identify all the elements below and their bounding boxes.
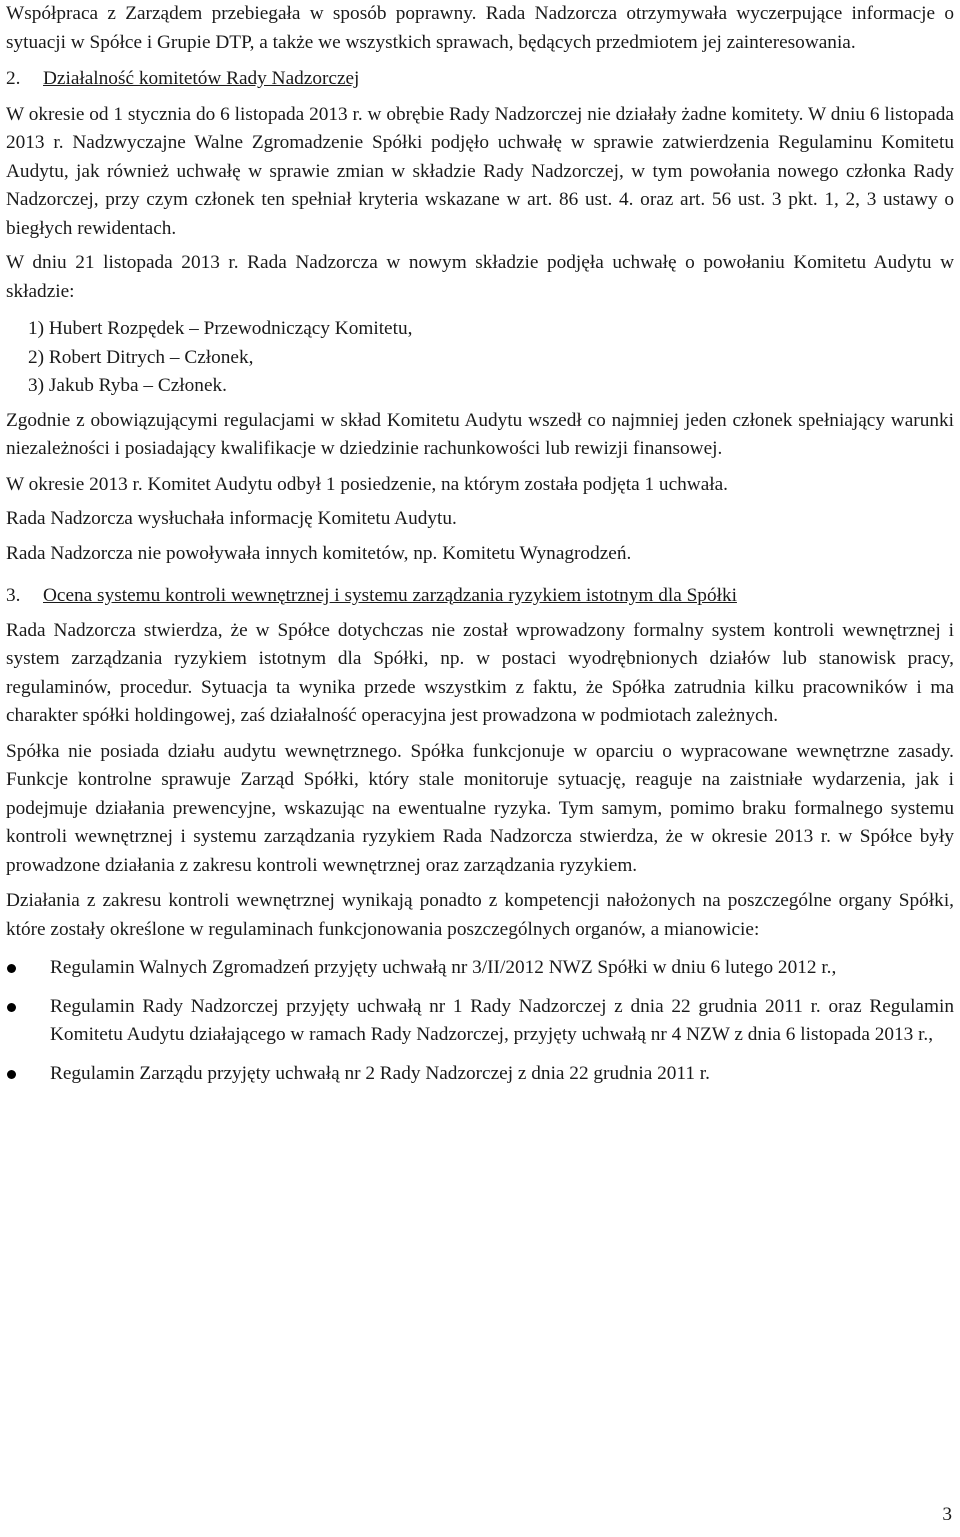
section-2-paragraph-6: Rada Nadzorcza nie powoływała innych komitetów, np. Komitetu Wynagrodzeń. xyxy=(6,542,632,564)
section-3-title: Ocena systemu kontroli wewnętrznej i systemu zarządzania ryzykiem istotnym dla Spółki xyxy=(43,585,737,606)
page-number: 3 xyxy=(942,1504,952,1525)
list-item xyxy=(6,993,954,1050)
list-item: 2) Robert Ditrych – Członek, xyxy=(28,346,254,368)
section-2-number: 2. xyxy=(6,68,21,89)
section-3-paragraph-3: Działania z zakresu kontroli wewnętrznej wynikają ponadto z kompetencji nałożonych na poszczególne organy Spółki, które zostały określone w regulaminach funkcjonowania poszczególnych organów, a mianowicie: xyxy=(6,890,954,940)
bullet-icon xyxy=(7,1070,16,1079)
section-2-title: Działalność komitetów Rady Nadzorczej xyxy=(43,68,360,89)
section-2-paragraph-2: W dniu 21 listopada 2013 r. Rada Nadzorcza w nowym składzie podjęła uchwałę o powołaniu Komitetu Audytu w składzie: xyxy=(6,252,954,302)
list-item-text: Regulamin Rady Nadzorczej przyjęty uchwałą nr 1 Rady Nadzorczej z dnia 22 grudnia 2011 r. oraz Regulamin Komitetu Audytu działającego w ramach Rady Nadzorczej, przyjęty uchwałą nr 4 NZW z dnia 6 listopada 2013 r., xyxy=(50,995,954,1045)
section-2-paragraph-4: W okresie 2013 r. Komitet Audytu odbył 1 posiedzenie, na którym została podjęta 1 uchwała. xyxy=(6,473,728,495)
list-item-text: Regulamin Zarządu przyjęty uchwałą nr 2 Rady Nadzorczej z dnia 22 grudnia 2011 r. xyxy=(50,1062,710,1084)
regulations-list xyxy=(6,954,954,1088)
section-3-paragraph-2: Spółka nie posiada działu audytu wewnętrznego. Spółka funkcjonuje w oparciu o wypracowane wewnętrzne zasady. Funkcje kontrolne sprawuje Zarząd Spółki, który stale monitoruje sytuację, reaguje na zaistniałe wydarzenia, jak i podejmuje działania prewencyjne, wskazując na ewentualne ryzyka. Tym samym, pomimo braku formalnego systemu kontroli wewnętrznej i systemu zarządzania ryzykiem Rada Nadzorcza stwierdza, że w okresie 2013 r. w Spółce były prowadzone działania z zakresu kontroli wewnętrznej oraz zarządzania ryzykiem. xyxy=(6,740,954,876)
section-2-paragraph-3: Zgodnie z obowiązującymi regulacjami w skład Komitetu Audytu wszedł co najmniej jeden członek spełniający warunki niezależności i posiadający kwalifikacje w dziedzinie rachunkowości lub rewizji finansowej. xyxy=(6,409,954,459)
bullet-icon xyxy=(7,964,16,973)
section-2-paragraph-5: Rada Nadzorcza wysłuchała informację Komitetu Audytu. xyxy=(6,508,457,529)
document-page xyxy=(6,0,954,1098)
section-3-heading xyxy=(6,582,954,611)
list-item xyxy=(6,1060,954,1089)
intro-paragraph: Współpraca z Zarządem przebiegała w sposób poprawny. Rada Nadzorcza otrzymywała wyczerpujące informacje o sytuacji w Spółce i Grupie DTP, a także we wszystkich sprawach, będących przedmiotem jej zainteresowania. xyxy=(6,3,954,53)
section-3-paragraph-1: Rada Nadzorcza stwierdza, że w Spółce dotychczas nie został wprowadzony formalny system kontroli wewnętrznej i system zarządzania ryzykiem istotnym dla Spółki, np. w postaci wyodrębnionych działów lub stanowisk pracy, regulaminów, procedur. Sytuacja ta wynika przede wszystkim z faktu, że Spółka zatrudnia kilku pracowników i ma charakter spółki holdingowej, zaś działalność operacyjna jest prowadzona w podmiotach zależnych. xyxy=(6,619,954,726)
list-item: 3) Jakub Ryba – Członek. xyxy=(28,375,227,396)
section-3-number: 3. xyxy=(6,585,21,606)
list-item: 1) Hubert Rozpędek – Przewodniczący Komitetu, xyxy=(28,318,413,339)
committee-member-list xyxy=(6,315,954,401)
list-item-text: Regulamin Walnych Zgromadzeń przyjęty uchwałą nr 3/II/2012 NWZ Spółki w dniu 6 lutego 2012 r., xyxy=(50,957,837,978)
list-item xyxy=(6,954,954,983)
section-2-paragraph-1: W okresie od 1 stycznia do 6 listopada 2013 r. w obrębie Rady Nadzorczej nie działały żadne komitety. W dniu 6 listopada 2013 r. Nadzwyczajne Walne Zgromadzenie Spółki podjęło uchwałę w sprawie zatwierdzenia Regulaminu Komitetu Audytu, jak również uchwałę w sprawie zmian w składzie Rady Nadzorczej, w tym powołania nowego członka Rady Nadzorczej, przy czym członek ten spełniał kryteria wskazane w art. 86 ust. 4. oraz art. 56 ust. 3 pkt. 1, 2, 3 ustawy o biegłych rewidentach. xyxy=(6,103,954,239)
bullet-icon xyxy=(7,1003,16,1012)
section-2-heading xyxy=(6,65,954,94)
